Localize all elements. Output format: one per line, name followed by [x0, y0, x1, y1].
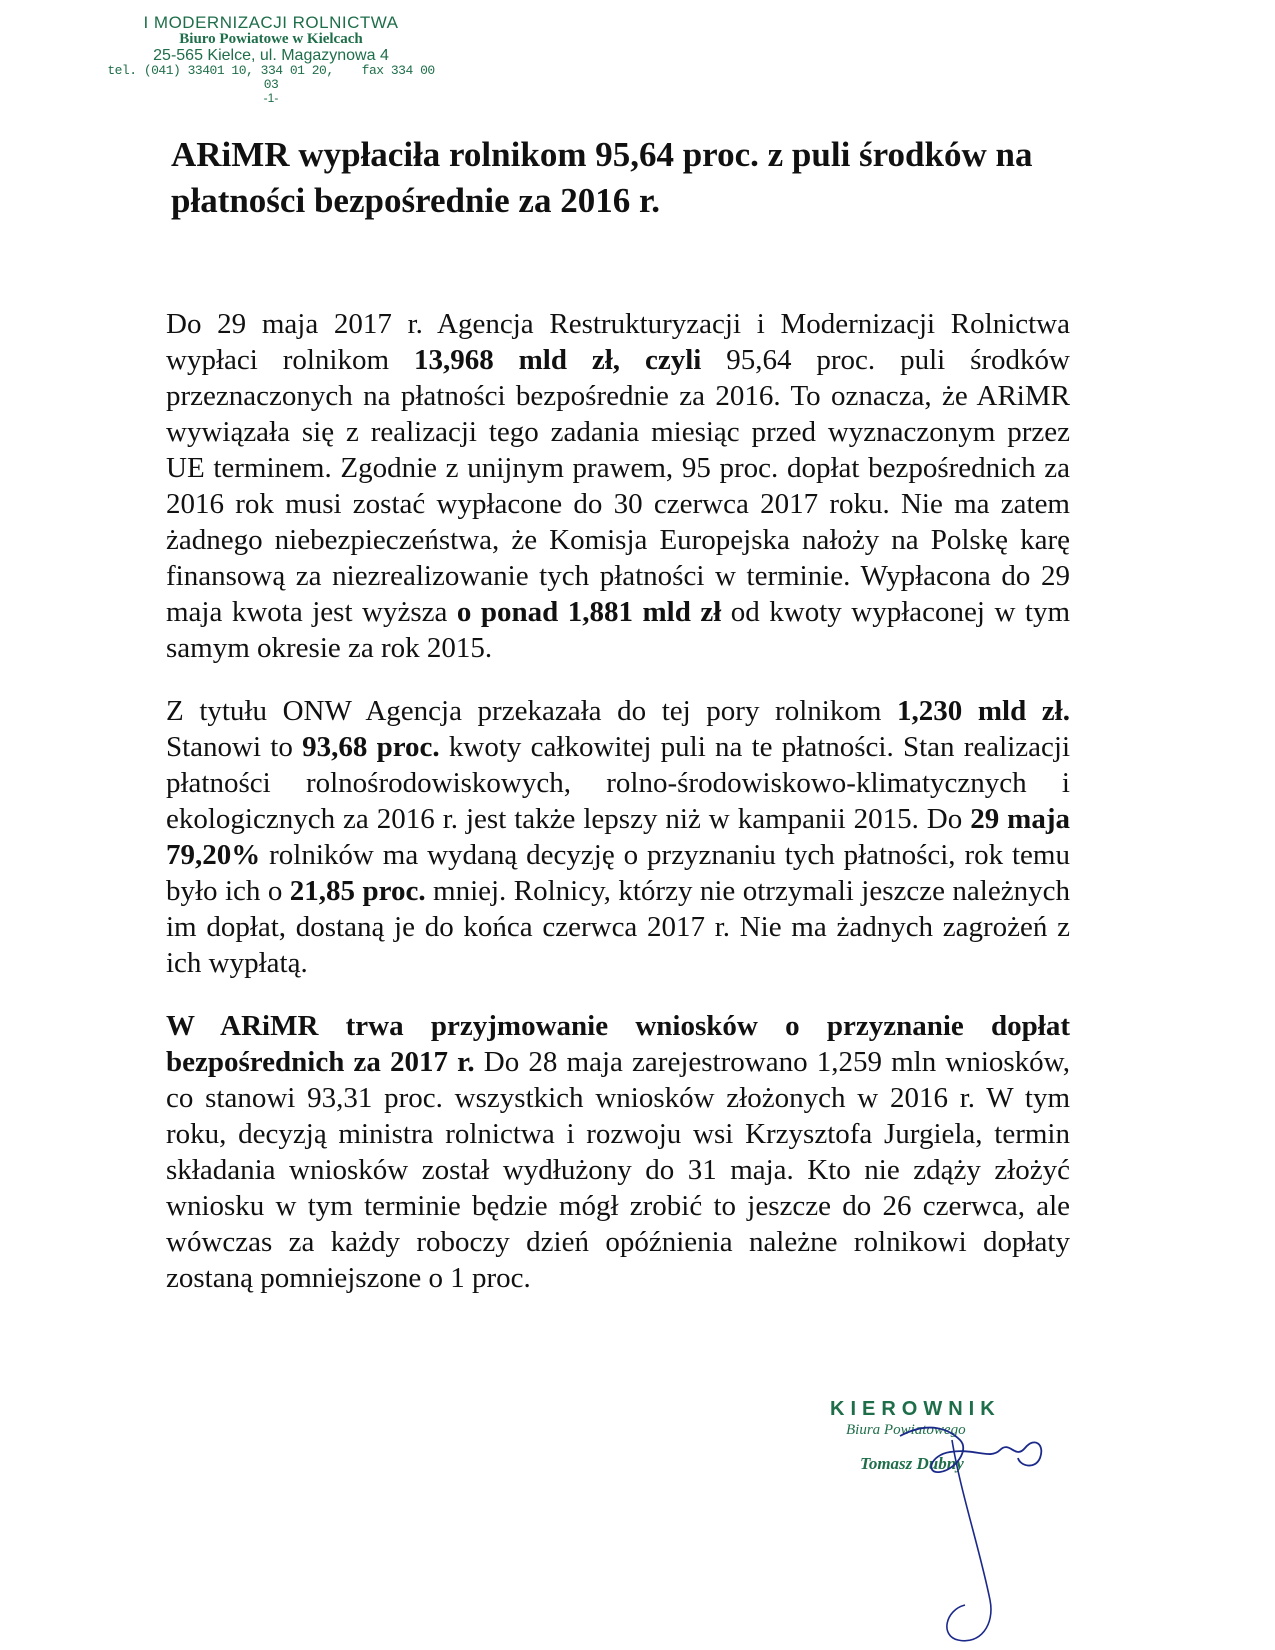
handwritten-signature-icon	[840, 1400, 1060, 1650]
p2-bold-1: 1,230 mld zł.	[897, 695, 1070, 727]
document-title: ARiMR wypłaciła rolnikom 95,64 proc. z puli środków na płatności bezpośrednie za 2016 r.	[171, 135, 1033, 220]
stamp-line-agency: I MODERNIZACJI ROLNICTWA	[143, 13, 399, 32]
stamp-line-office: Biuro Powiatowe w Kielcach	[179, 30, 363, 47]
p1-bold-2: o ponad 1,881 mld zł	[456, 596, 722, 628]
stamp-fax: fax 334 00 03	[263, 63, 435, 93]
signature-office: Biura Powiatowego	[846, 1422, 966, 1438]
p1-text-2: 95,64 proc. puli środków przeznaczonych na płatności bezpośrednie za 2016. To oznacza, że ARiMR wywiązała się z realizacji tego zadania miesiąc przed wyznaczonym przez UE terminem. Zgodnie z unijnym prawem, 95 proc. dopłat bezpośrednich za 2016 rok musi zostać wypłacone do 30 czerwca 2017 roku. Nie ma zatem żadnego niebezpieczeństwa, że Komisja Europejska nałoży na Polskę karę finansową za niezrealizowanie tych płatności w terminie. Wypłacona do 29 maja kwota jest wyższa	[166, 344, 1070, 628]
p3-bold-1: W ARiMR trwa przyjmowanie wniosków o przyznanie dopłat bezpośrednich za 2017 r.	[166, 1010, 1070, 1078]
p1-bold-1: 13,968 mld zł, czyli	[413, 344, 702, 376]
signature-name: Tomasz Dubny	[860, 1454, 964, 1473]
office-header-stamp	[106, 14, 436, 104]
p2-text-5: mniej. Rolnicy, którzy nie otrzymali jeszcze należnych im dopłat, dostaną je do końca czerwca 2017 r. Nie ma żadnych zagrożeń z ich wypłatą.	[166, 875, 1070, 979]
stamp-line-phone	[106, 64, 436, 91]
document-body	[166, 306, 1070, 1323]
paragraph-2	[166, 693, 1070, 981]
p1-text-1: Do 29 maja 2017 r. Agencja Restrukturyzacji i Modernizacji Rolnictwa wypłaci rolnikom	[166, 308, 1070, 376]
stamp-line-address: 25-565 Kielce, ul. Magazynowa 4	[153, 46, 389, 64]
paragraph-1	[166, 306, 1070, 666]
p2-bold-3: 29 maja 79,20%	[166, 803, 1070, 871]
p2-bold-2: 93,68 proc.	[302, 731, 440, 763]
p2-text-2: Stanowi to	[166, 731, 303, 763]
p2-text-1: Z tytułu ONW Agencja przekazała do tej pory rolnikom	[166, 695, 897, 727]
p2-bold-4: 21,85 proc.	[289, 875, 426, 907]
stamp-mark: -1-	[263, 90, 279, 105]
p1-text-3: od kwoty wypłaconej w tym samym okresie za rok 2015.	[166, 596, 1070, 664]
p2-text-3: kwoty całkowitej puli na te płatności. Stan realizacji płatności rolnośrodowiskowych, rolno-środowiskowo-klimatycznych i ekologicznych za 2016 r. jest także lepszy niż w kampanii 2015. Do	[166, 731, 1071, 835]
p2-text-4: rolników ma wydaną decyzję o przyznaniu tych płatności, rok temu było ich o	[166, 839, 1070, 907]
stamp-tel: tel. (041) 33401 10, 334 01 20,	[107, 63, 334, 79]
p3-text-1: Do 28 maja zarejestrowano 1,259 mln wniosków, co stanowi 93,31 proc. wszystkich wniosków złożonych w 2016 r. W tym roku, decyzją ministra rolnictwa i rozwoju wsi Krzysztofa Jurgiela, termin składania wniosków został wydłużony do 31 maja. Kto nie zdąży złożyć wniosku w tym terminie będzie mógł zrobić to jeszcze do 26 czerwca, ale wówczas za każdy roboczy dzień opóźnienia należne rolnikowi dopłaty zostaną pomniejszone o 1 proc.	[166, 1046, 1070, 1294]
paragraph-3	[166, 1008, 1070, 1296]
signature-role: KIEROWNIK	[830, 1398, 1001, 1420]
